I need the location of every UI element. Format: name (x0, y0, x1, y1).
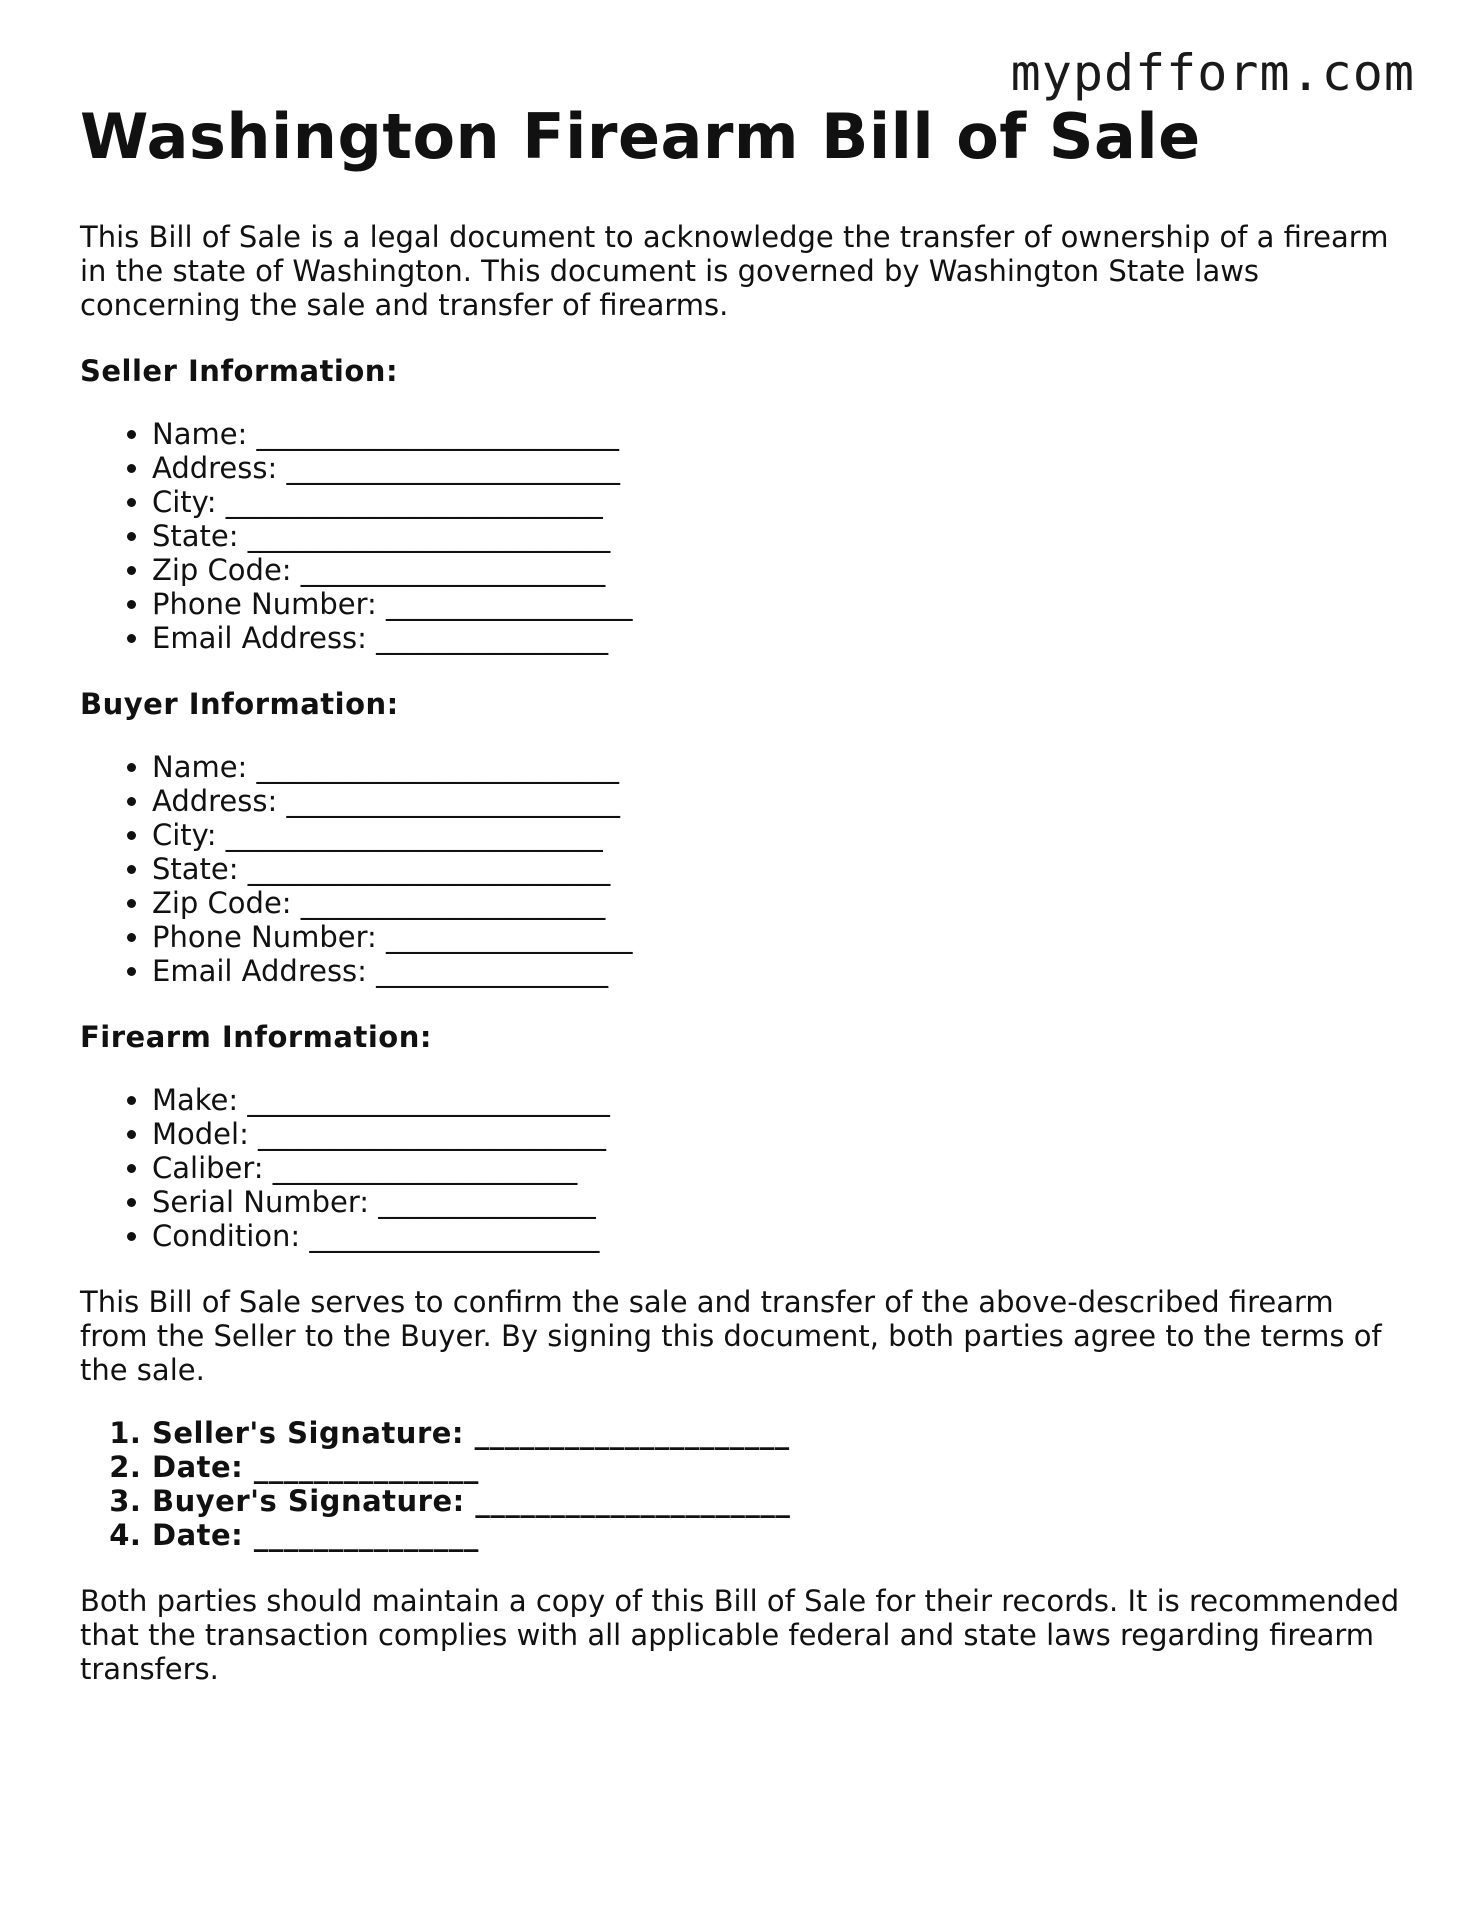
firearm-model-field: • Model: ________________________ (152, 1117, 1400, 1151)
buyer-state-field: • State: _________________________ (152, 852, 1400, 886)
seller-city-field: • City: __________________________ (152, 485, 1400, 519)
document-title: Washington Firearm Bill of Sale (80, 100, 1201, 173)
signature-list (80, 1416, 1400, 1552)
seller-section-heading: Seller Information: (80, 354, 399, 389)
intro-paragraph: This Bill of Sale is a legal document to acknowledge the transfer of ownership of a firearm in the state of Washington. This document is governed by Washington State laws concerning the sale and transfer of firearms. (80, 220, 1389, 323)
document-page (80, 100, 1400, 1686)
buyer-email-field: • Email Address: ________________ (152, 954, 1400, 988)
seller-address-field: • Address: _______________________ (152, 451, 1400, 485)
seller-name-field: • Name: _________________________ (152, 417, 1400, 451)
buyer-date-line: 4. Date: _______________ (152, 1518, 1400, 1552)
seller-signature-line: 1. Seller's Signature: _____________________ (152, 1416, 1400, 1450)
firearm-serial-field: • Serial Number: _______________ (152, 1185, 1400, 1219)
seller-state-field: • State: _________________________ (152, 519, 1400, 553)
watermark: mypdfform.com (1010, 44, 1415, 102)
seller-email-field: • Email Address: ________________ (152, 621, 1400, 655)
seller-date-line: 2. Date: _______________ (152, 1450, 1400, 1484)
buyer-signature-line: 3. Buyer's Signature: _____________________ (152, 1484, 1400, 1518)
buyer-phone-field: • Phone Number: _________________ (152, 920, 1400, 954)
firearm-section-heading: Firearm Information: (80, 1020, 432, 1055)
firearm-caliber-field: • Caliber: _____________________ (152, 1151, 1400, 1185)
buyer-address-field: • Address: _______________________ (152, 784, 1400, 818)
confirmation-paragraph: This Bill of Sale serves to confirm the sale and transfer of the above-described firearm from the Seller to the Buyer. By signing this document, both parties agree to the terms of the sale. (80, 1285, 1382, 1388)
buyer-section-heading: Buyer Information: (80, 687, 399, 722)
buyer-city-field: • City: __________________________ (152, 818, 1400, 852)
firearm-make-field: • Make: _________________________ (152, 1083, 1400, 1117)
buyer-field-list (80, 750, 1400, 988)
closing-paragraph: Both parties should maintain a copy of this Bill of Sale for their records. It is recommended that the transaction complies with all applicable federal and state laws regarding firearm transfers. (80, 1584, 1400, 1687)
seller-field-list (80, 417, 1400, 655)
buyer-zip-field: • Zip Code: _____________________ (152, 886, 1400, 920)
buyer-name-field: • Name: _________________________ (152, 750, 1400, 784)
seller-zip-field: • Zip Code: _____________________ (152, 553, 1400, 587)
seller-phone-field: • Phone Number: _________________ (152, 587, 1400, 621)
firearm-field-list (80, 1083, 1400, 1253)
firearm-condition-field: • Condition: ____________________ (152, 1219, 1400, 1253)
